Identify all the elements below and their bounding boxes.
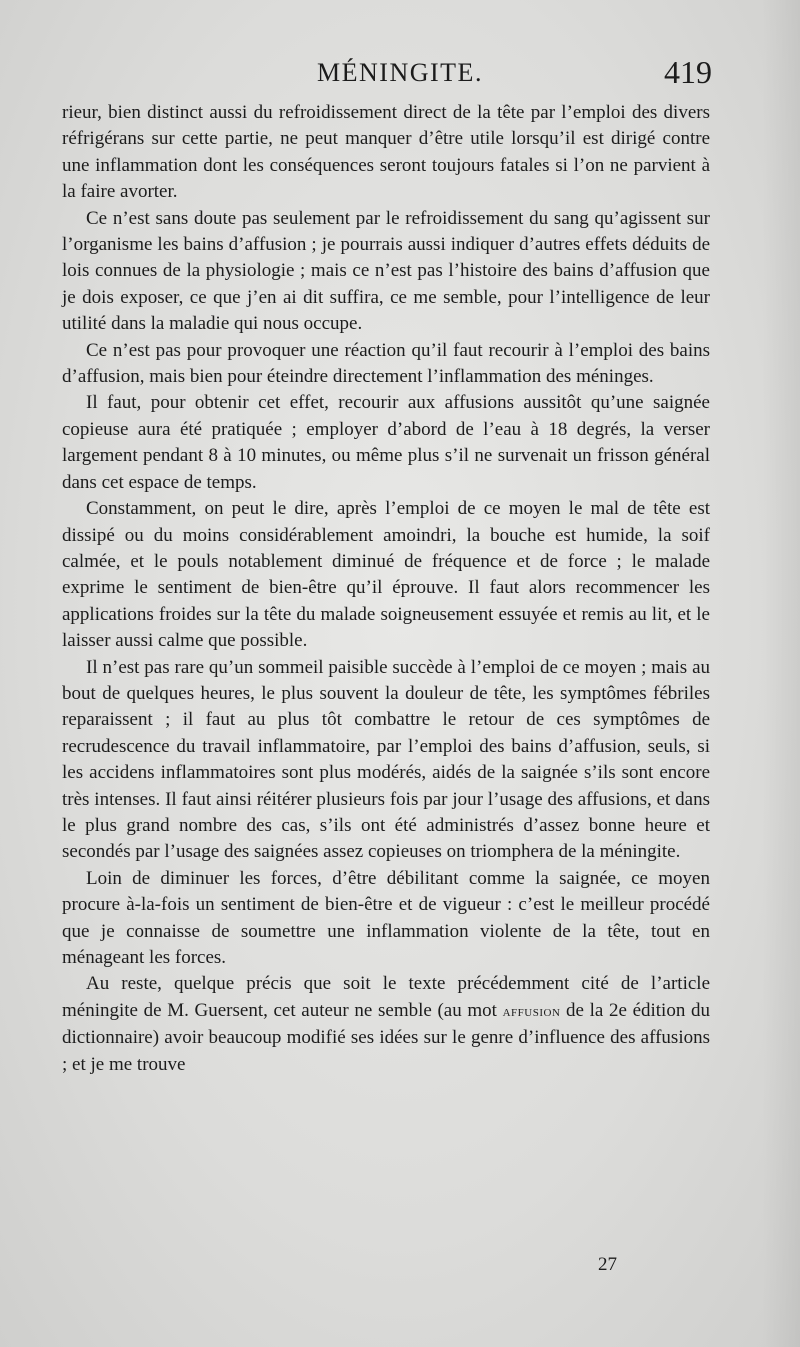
paragraph-text: Au reste, quelque précis que soit le texte précédemment cité de l’article méningite de M. Guersent, cet auteur ne semble (au mot xyxy=(62,973,710,1021)
paragraph: Ce n’est sans doute pas seulement par le refroidissement du sang qu’agissent sur l’organisme les bains d’affusion ; je pourrais aussi indiquer d’autres effets déduits de lois connues de la physiologie ; mais ce n’est pas l’histoire des bains d’affusion que je dois exposer, ce que j’en ai dit suffira, ce me semble, pour l’intelligence de leur utilité dans la maladie qui nous occupe. xyxy=(62,207,710,335)
paragraph: Loin de diminuer les forces, d’être débilitant comme la saignée, ce moyen procure à-la-fois un sentiment de bien-être et de vigueur : c’est le meilleur procédé que je connaisse de soumettre une inflammation violente de la tête, tout en ménageant les forces. xyxy=(62,867,710,968)
paragraph xyxy=(62,971,710,1078)
small-caps-term: affusion xyxy=(502,1002,561,1020)
paragraph: Il n’est pas rare qu’un sommeil paisible succède à l’emploi de ce moyen ; mais au bout de quelques heures, le plus souvent la douleur de tête, les symptômes fébriles reparaissent ; il faut au plus tôt combattre le retour de ces symptômes de recrudescence du travail inflammatoire, par l’emploi des bains d’affusion, seuls, si les accidens inflammatoires sont plus modérés, aidés de la saignée s’ils sont encore très intenses. Il faut ainsi réitérer plusieurs fois par jour l’usage des affusions, et dans le plus grand nombre des cas, s’ils ont été administrés d’assez bonne heure et secondés par l’usage des saignées assez copieuses on triomphera de la méningite. xyxy=(62,656,710,863)
paragraph: Constamment, on peut le dire, après l’emploi de ce moyen le mal de tête est dissipé ou du moins considérablement amoindri, la bouche est humide, la soif calmée, et le pouls notablement diminué de fréquence et de force ; le malade exprime le sentiment de bien-être qu’il éprouve. Il faut alors recommencer les applications froides sur la tête du malade soigneusement essuyée et remis au lit, et le laisser aussi calme que possible. xyxy=(62,498,710,652)
page-number: 419 xyxy=(664,54,712,90)
page-edge-shadow xyxy=(762,0,800,1347)
body-text xyxy=(62,100,710,1078)
running-title: MÉNINGITE. xyxy=(317,58,483,87)
page-header xyxy=(0,52,800,92)
signature-mark: 27 xyxy=(598,1254,617,1275)
paragraph-text: de la 2e édition du dictionnaire) avoir beaucoup modifié ses idées sur le genre d’influence des affusions ; et je me trouve xyxy=(62,999,710,1075)
paragraph: Ce n’est pas pour provoquer une réaction qu’il faut recourir à l’emploi des bains d’affusion, mais bien pour éteindre directement l’inflammation des méninges. xyxy=(62,339,710,388)
paragraph: Il faut, pour obtenir cet effet, recourir aux affusions aussitôt qu’une saignée copieuse aura été pratiquée ; employer d’abord de l’eau à 18 degrés, la verser largement pendant 8 à 10 minutes, ou même plus s’il ne survenait un frisson général dans cet espace de temps. xyxy=(62,392,710,493)
paragraph: rieur, bien distinct aussi du refroidissement direct de la tête par l’emploi des divers réfrigérans sur cette partie, ne peut manquer d’être utile lorsqu’il est dirigé contre une inflammation dont les conséquences seront toujours fatales si l’on ne parvient à la faire avorter. xyxy=(62,102,710,203)
